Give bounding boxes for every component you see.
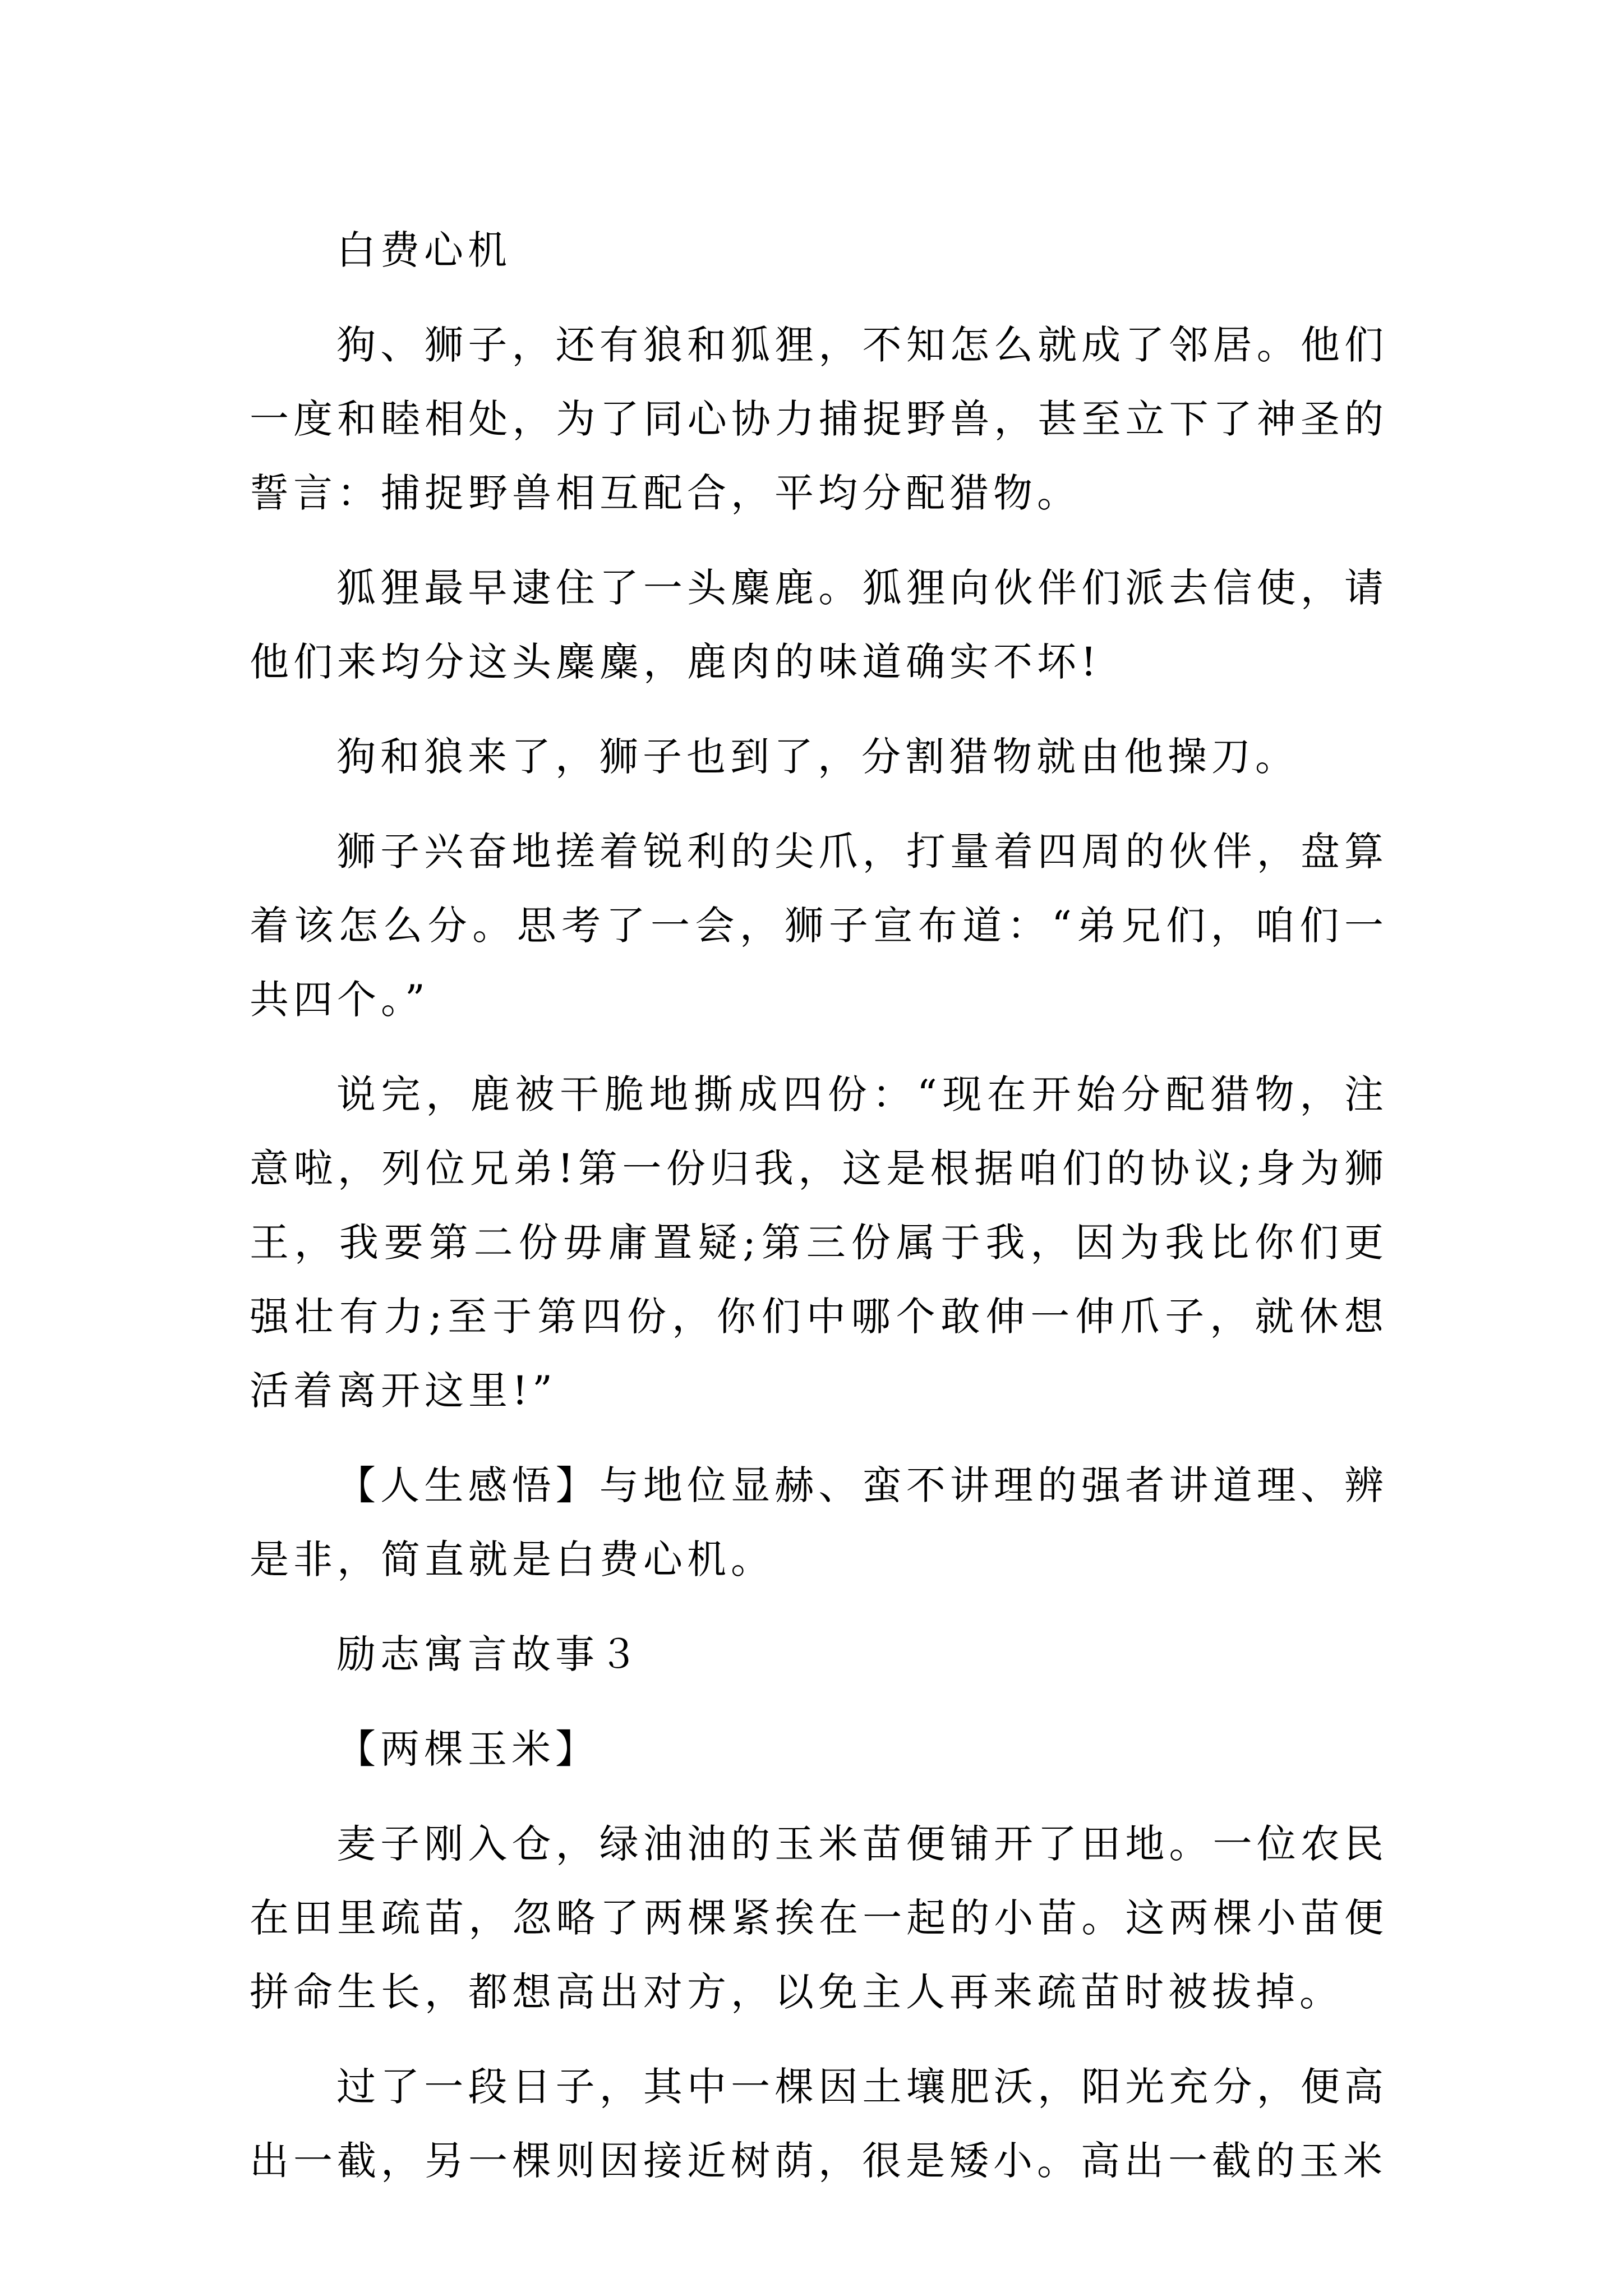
document-body [250,213,1388,2219]
paragraph: 狮子兴奋地搓着锐利的尖爪，打量着四周的伙伴，盘算着该怎么分。思考了一会，狮子宣布道：“弟兄们，咱们一共四个。” [250,829,1388,1023]
moral-paragraph: 【人生感悟】与地位显赫、蛮不讲理的强者讲道理、辨是非，简直就是白费心机。 [250,1462,1388,1582]
paragraph: 狐狸最早逮住了一头麋鹿。狐狸向伙伴们派去信使，请他们来均分这头麋麋，鹿肉的味道确实不坏! [250,565,1388,685]
story-title: 【两棵玉米】 [336,1726,599,1772]
paragraph: 狗、狮子，还有狼和狐狸，不知怎么就成了邻居。他们一度和睦相处，为了同心协力捕捉野兽，甚至立下了神圣的誓言：捕捉野兽相互配合，平均分配猎物。 [250,322,1388,516]
paragraph: 说完，鹿被干脆地撕成四份：“现在开始分配猎物，注意啦，列位兄弟!第一份归我，这是根据咱们的协议;身为狮王，我要第二份毋庸置疑;第三份属于我，因为我比你们更强壮有力;至于第四份，你们中哪个敢伸一伸爪子，就休想活着离开这里!” [250,1071,1388,1414]
paragraph: 麦子刚入仓，绿油油的玉米苗便铺开了田地。一位农民在田里疏苗，忽略了两棵紧挨在一起的小苗。这两棵小苗便拼命生长，都想高出对方，以免主人再来疏苗时被拔掉。 [250,1821,1388,2015]
paragraph: 过了一段日子，其中一棵因土壤肥沃，阳光充分，便高出一截，另一棵则因接近树荫，很是矮小。高出一截的玉米 [250,2064,1388,2184]
paragraph: 狗和狼来了，狮子也到了，分割猎物就由他操刀。 [336,734,1299,780]
section-title: 白费心机 [336,227,511,273]
story-heading: 励志寓言故事３ [336,1631,643,1677]
